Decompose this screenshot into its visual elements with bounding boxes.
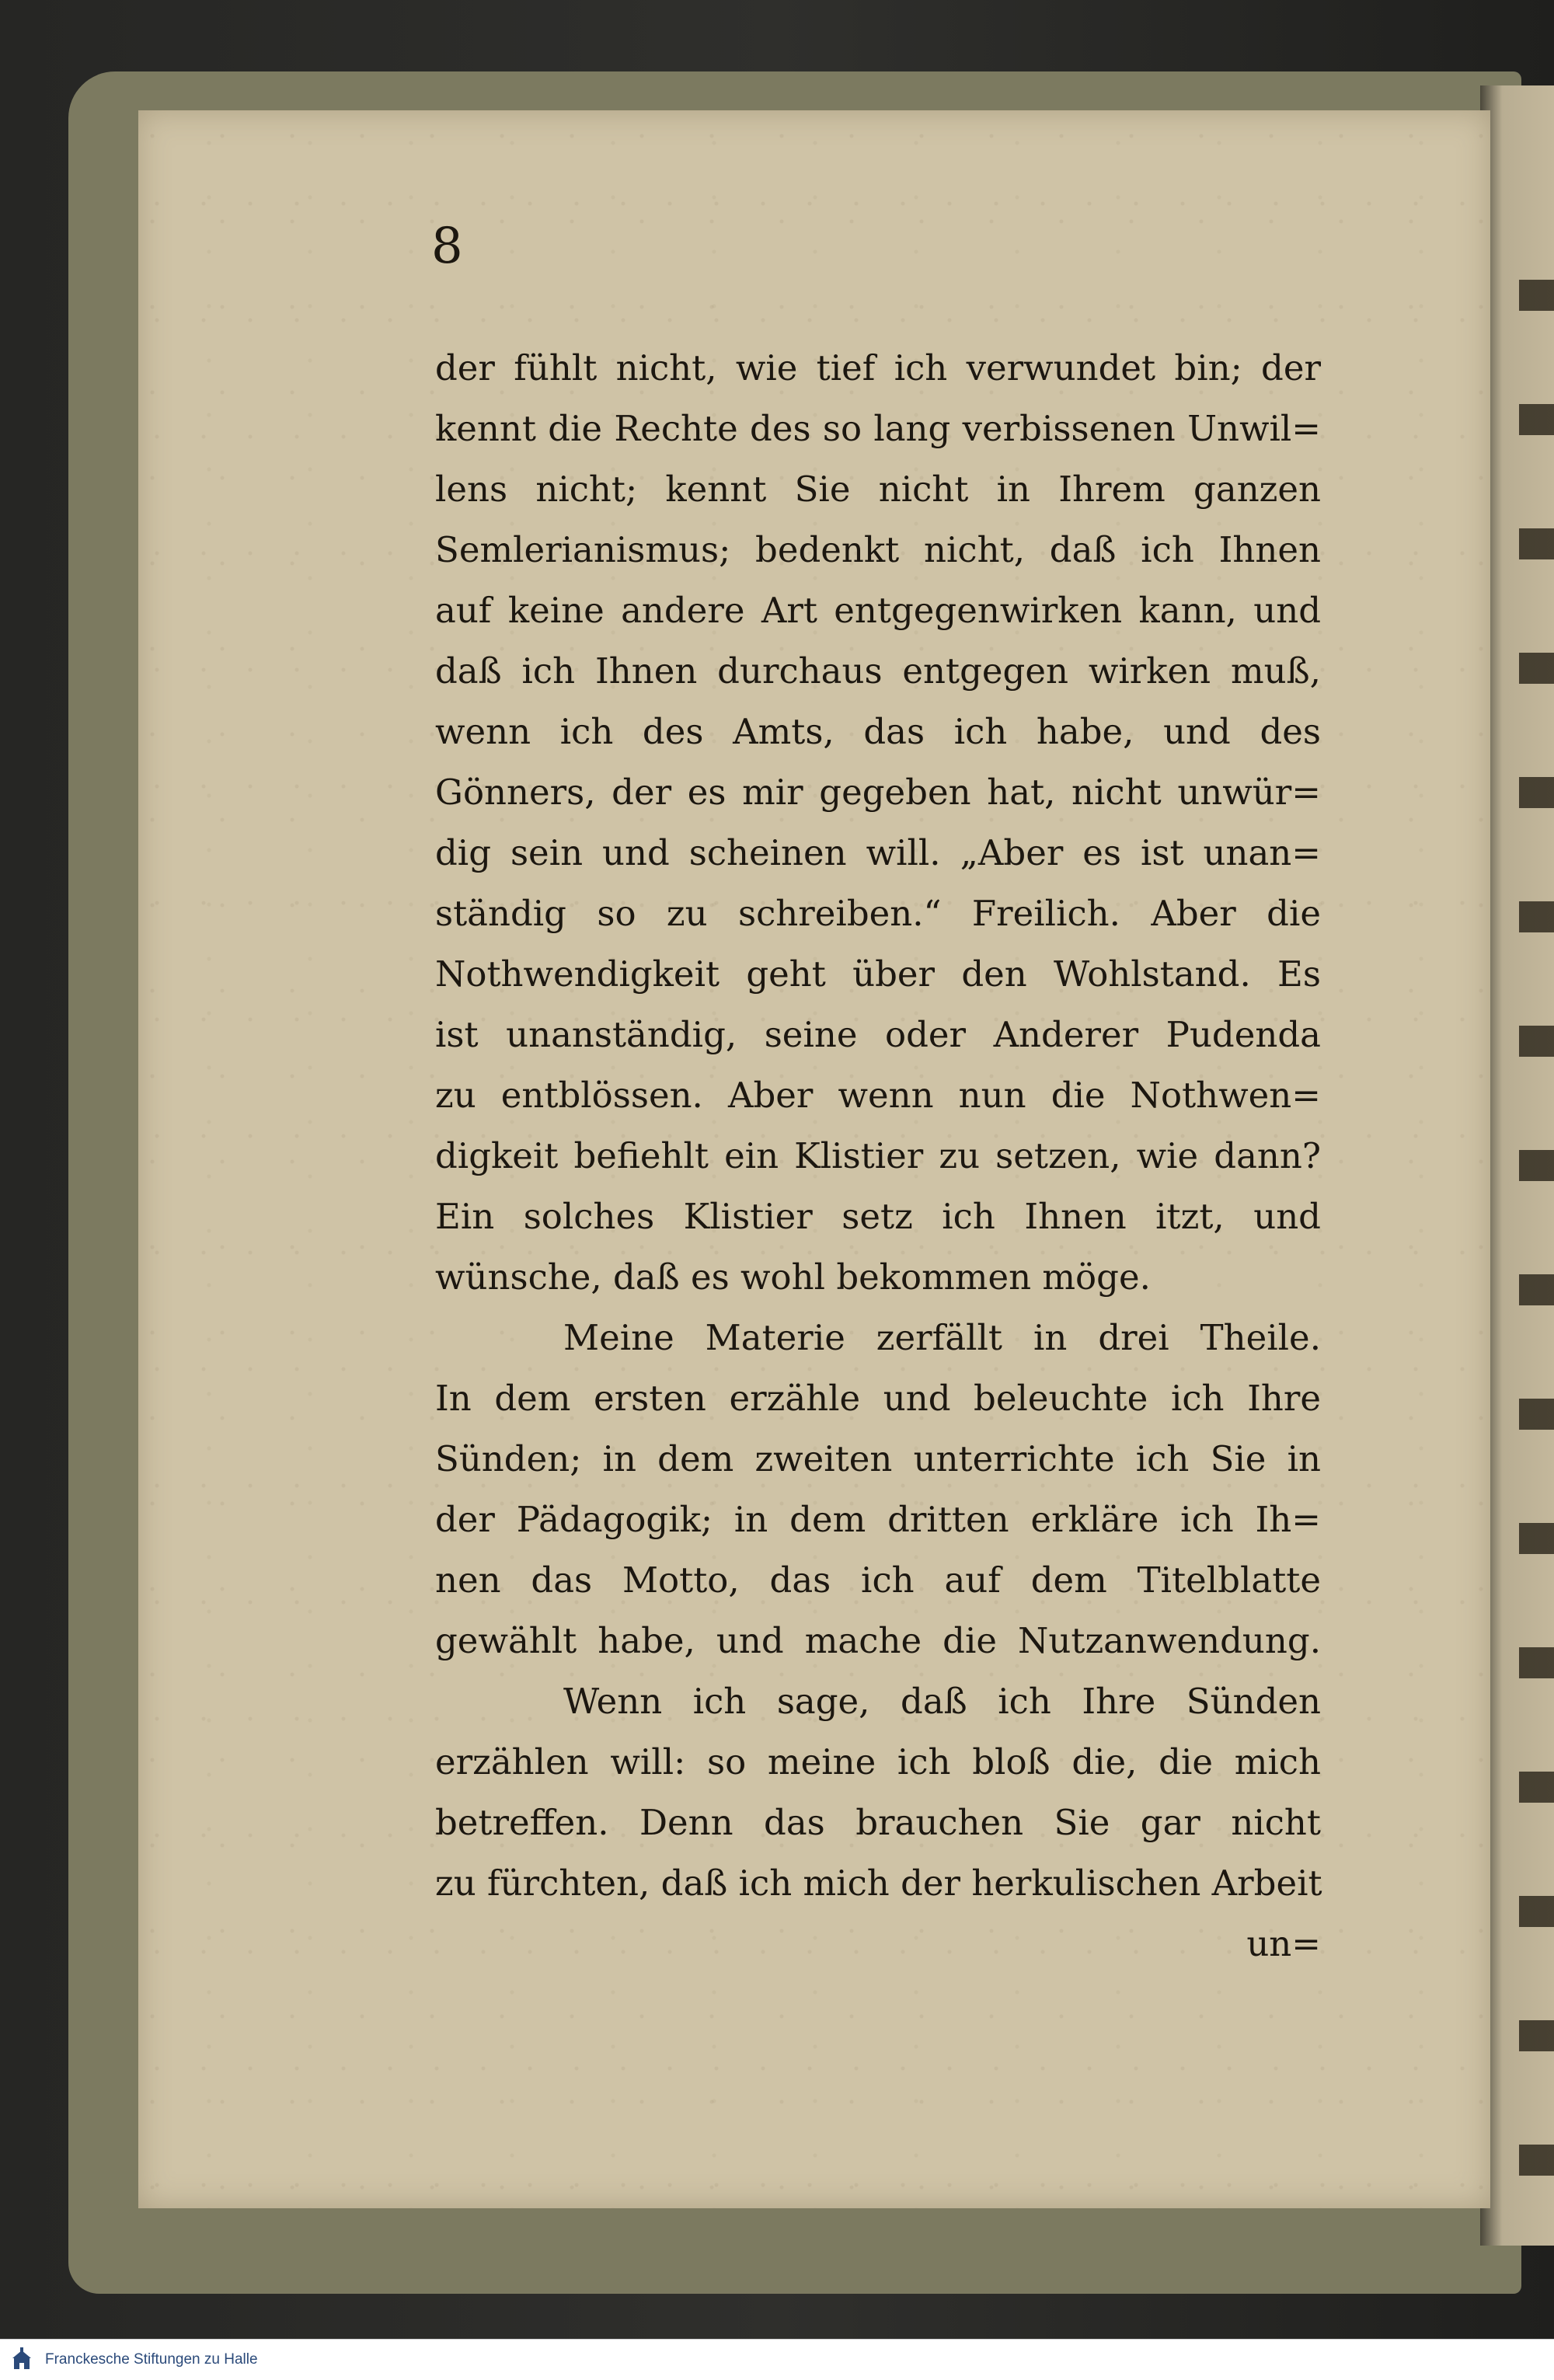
text-line: Nothwendigkeit geht über den Wohlstand. Es (435, 953, 1321, 995)
text-line: digkeit befiehlt ein Klistier zu setzen, wie dann? (435, 1135, 1321, 1176)
text-line: ist unanständig, seine oder Anderer Pudenda (435, 1014, 1321, 1055)
text-line: In dem ersten erzähle und beleuchte ich Ihre (435, 1378, 1321, 1419)
footer-bar (0, 2339, 1554, 2380)
text-line: wünsche, daß es wohl bekommen möge. (435, 1256, 1151, 1298)
text-line: Meine Materie zerfällt in drei Theile. (563, 1317, 1321, 1358)
text-line: der Pädagogik; in dem dritten erkläre ich Ih= (435, 1499, 1321, 1540)
text-line: lens nicht; kennt Sie nicht in Ihrem ganzen (435, 469, 1321, 510)
text-line: Gönners, der es mir gegeben hat, nicht unwür= (435, 772, 1321, 813)
institution-logo-icon (11, 2347, 33, 2372)
text-line: nen das Motto, das ich auf dem Titelblatte (435, 1559, 1321, 1601)
text-line: Sünden; in dem zweiten unterrichte ich Sie in (435, 1438, 1321, 1479)
text-line: dig sein und scheinen will. „Aber es ist unan= (435, 832, 1321, 873)
footer-label: Franckesche Stiftungen zu Halle (45, 2351, 258, 2368)
text-line: auf keine andere Art entgegenwirken kann, und (435, 590, 1321, 631)
catchword: un= (1246, 1923, 1321, 1964)
text-line: Ein solches Klistier setz ich Ihnen itzt, und (435, 1196, 1321, 1237)
text-line: ständig so zu schreiben.“ Freilich. Aber die (435, 893, 1321, 934)
text-line: erzählen will: so meine ich bloß die, die mich (435, 1741, 1321, 1782)
text-line: der fühlt nicht, wie tief ich verwundet bin; der (435, 347, 1321, 389)
page-number: 8 (431, 218, 463, 275)
text-line: wenn ich des Amts, das ich habe, und des (435, 711, 1321, 752)
text-line: daß ich Ihnen durchaus entgegen wirken muß, (435, 650, 1321, 692)
text-line: Semlerianismus; bedenkt nicht, daß ich Ihnen (435, 529, 1321, 570)
text-line: kennt die Rechte des so lang verbissenen Unwil= (435, 408, 1321, 449)
adjacent-page-text-fragments (1519, 233, 1554, 2176)
text-line: Wenn ich sage, daß ich Ihre Sünden (563, 1681, 1321, 1722)
text-line: betreffen. Denn das brauchen Sie gar nicht (435, 1802, 1321, 1843)
text-line: gewählt habe, und mache die Nutzanwendung. (435, 1620, 1321, 1661)
text-line: zu entblössen. Aber wenn nun die Nothwen= (435, 1075, 1321, 1116)
text-line: zu fürchten, daß ich mich der herkulischen Arbeit (435, 1863, 1322, 1904)
